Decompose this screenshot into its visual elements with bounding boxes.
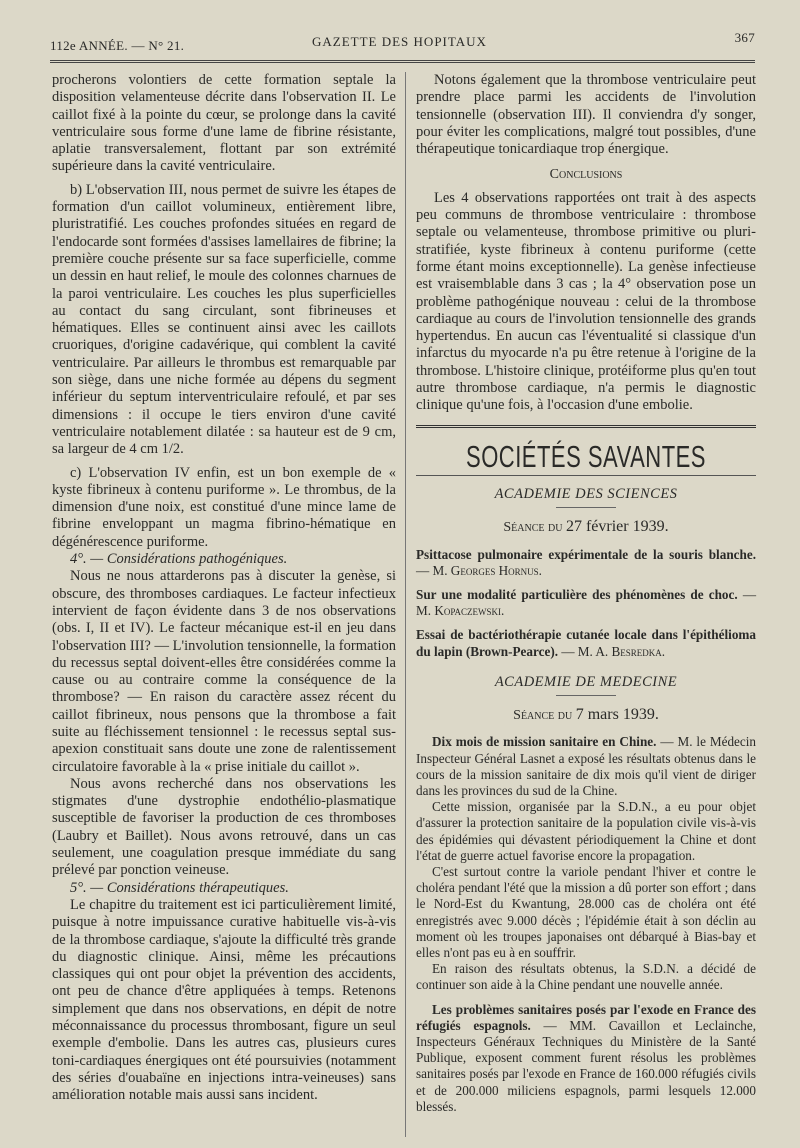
paragraph: Le chapitre du traitement est ici particulièrement limité, puisque à notre impuissance curative habituelle vis-à-vis de la thrombose cardiaque, s'ajoute la difficulté très grande du diagnostic clinique. Ainsi, même les précautions classiques qui ont pour objet la prévention des accidents, ont peu de chance d'être appliquées à temps. Retenons simplement que dans nos observations, en dépit de notre méconnaissance du processus thrombosant, figure un seul exemple d'embolie. Dans les autres cas, plusieurs cures toni-cardiaques énergiques ont été poursuivies (notamment des séries d'ouabaïne en injections intra-veineuses) sans amélioration notable mais aussi sans incident.: [52, 896, 396, 1104]
entry: [416, 734, 756, 799]
paragraph: En raison des résultats obtenus, la S.D.N. a décidé de continuer son aide à la Chine pendant une nouvelle année.: [416, 961, 756, 993]
entry-title: Dix mois de mission sanitaire en Chine.: [432, 734, 657, 750]
seance-date-value: 27 février 1939.: [565, 518, 669, 536]
section-rule: [416, 475, 756, 476]
entry-text: — M. le Médecin Inspecteur Général Lasnet a exposé les résultats obtenus dans le cours de la mission sanitaire de dix mois qu'il vient de diriger dans les provinces du sud de la Chine.: [416, 734, 757, 798]
paragraph: C'est surtout contre la variole pendant l'hiver et contre le choléra pendant l'été que la mission a dû porter son effort ; dans le Nord-Est du Kwantung, 28.000 cas de choléra ont été enregistrés avec 9.000 décès ; l'épidémie était à son déclin au moment où les troupes japonaises ont débarqué à Bias-bay et elles n'ont pas eu à en souffrir.: [416, 863, 756, 960]
paragraph: procherons volontiers de cette formation septale la disposition velamenteuse décrite dans l'observation II. Le caillot fixé à la pointe du cœur, se prolonge dans la cavité ventriculaire sous forme d'une lame de fibrine résistante, aplatie transversalement, flottant par son extrémité supérieure dans la cavité ventriculaire.: [52, 72, 396, 175]
paragraph: Les 4 observations rapportées ont trait à des aspects peu communs de thrombose ventriculaire : thrombose septale ou velamenteuse, thrombose primitive ou pluri-stratifiée, kyste fibrineux à contenu puriforme (cette forme étant moins exceptionnelle). La genèse infectieuse est vraisemblable dans 3 cas ; la 4° observation pose un problème pathogénique nouveau : celui de la thrombose cardiaque au cours de l'involution tensionnelle des grands hypertendus. En aucun cas l'éventualité si classique d'un infarctus du myocarde n'a pu être retenue à l'origine de la thrombose. L'histoire clinique, protéiforme plus qu'en tout autre thrombose cardiaque, n'a permis le diagnostic clinique qu'une fois, à l'occasion d'une embolie.: [416, 189, 756, 414]
entry: [416, 587, 756, 619]
academie-sciences-heading: ACADEMIE DES SCIENCES: [494, 485, 678, 502]
paragraph: b) L'observation III, nous permet de suivre les étapes de formation d'un caillot volumineux, entièrement libre, pluristratifié. Les couches profondes situées en regard de l'endocarde sont formées d'assises lamellaires de fibrine; la première couche présente sur sa face superficielle, comme un dessin en haut relief, le moule des colonnes charnues de la paroi ventriculaire. Les couches les plus superficielles au contact du sang circulant, sont fibrineuses et hématiques. Elles se continuent ainsi avec les caillots cruoriques, d'origine cadavérique, qui comblent la cavité ventriculaire. Par ailleurs le thrombus est remarquable par son siège, dans une niche formée au dépens du segment inférieur du septum interventriculaire refoulé, et par ses dimensions : il occupe le tiers environ d'une cavité ventriculaire notablement dilatée : sa hauteur est de 9 cm, sa largeur de 4 cm 1/2.: [52, 181, 396, 458]
page-header: [50, 30, 755, 60]
seance-date-value: 7 mars 1939.: [575, 706, 659, 724]
section-heading: 4°. — Considérations pathogéniques.: [70, 551, 288, 568]
entry-title: Essai de bactériothérapie cutanée locale dans l'épithélioma du lapin (Brown-Pearce).: [416, 627, 756, 659]
paragraph: Cette mission, organisée par la S.D.N., a eu pour objet d'assurer la protection sanitaire de la population civile vis-à-vis des épidémies qui dévastent périodiquement la Chine et dont l'état de guerre actuel favorise encore la propagation.: [416, 799, 756, 863]
seance-prefix: Séance du: [503, 520, 563, 536]
entry-author: — M. Georges Hornus.: [416, 562, 542, 578]
entry-title: Sur une modalité particulière des phénomènes de choc.: [416, 586, 738, 602]
paragraph: Nous ne nous attarderons pas à discuter la genèse, si obscure, des thromboses cardiaques. Le facteur infectieux intervient de façon évidente dans 3 de nos observations (obs. I, II et IV). Le facteur mécanique est-il en jeu dans l'observation III? — L'involution tensionnelle, la formation du recessus septal doivent-elles être considérées comme la cause ou au contraire comme la conséquence de la thrombose? — En raison du caractère assez récent du caillot fibrineux, nous pensons que la thrombose a fait suite au fléchissement tensionnel : le recessus septal sus-apexion constituait sans doute une zone de ralentissement circulatoire favorable à la « prise initiale du caillot ».: [52, 568, 396, 775]
column-divider: [405, 72, 406, 1137]
entry: [416, 1002, 756, 1115]
entry-author: — M. Kopaczewski.: [416, 586, 757, 619]
short-rule: [556, 695, 616, 696]
paragraph: c) L'observation IV enfin, est un bon exemple de « kyste fibrineux à contenu puriforme ». Le thrombus, de la dimension d'une noix, est constitué d'une mince lame de fibrine enveloppant un magma fibrino-hématique en dégénérescence puriforme.: [52, 464, 396, 550]
entry-title: Psittacose pulmonaire expérimentale de la souris blanche.: [416, 546, 756, 562]
short-rule: [556, 507, 616, 508]
seance-date: [416, 518, 756, 536]
entry: [416, 547, 756, 579]
left-column: [52, 72, 396, 1105]
section-heading: 5°. — Considérations thérapeutiques.: [70, 879, 289, 896]
paragraph: Nous avons recherché dans nos observations les stigmates d'une dystrophie endothélio-plasmatique susceptible de favoriser la production de ces thromboses (Laubry et Baillet). Nous avons retrouvé, dans un cas seulement, une coagulation presque immédiate du sang prélevé par ponction veineuse.: [52, 775, 396, 879]
issue-number: 112e ANNÉE. — N° 21.: [50, 38, 185, 53]
entry: [416, 627, 756, 659]
seance-date: [416, 706, 756, 724]
section-rule: [416, 425, 756, 432]
entry-text: — MM. Cavaillon et Leclainche, Inspecteurs Généraux Techniques du Ministère de la Santé Publique, exposent comment furent résolus les problèmes sanitaires posés par l'exode en France de 160.000 réfugiés civils et de 200.000 miliciens espagnols, parmi lesquels 12.000 blessés.: [416, 1017, 756, 1114]
header-rule: [50, 60, 755, 63]
entry-author: — M. A. Besredka.: [561, 643, 666, 659]
societes-savantes-title: SOCIÉTÉS SAVANTES: [466, 438, 706, 474]
page-number: 367: [734, 30, 755, 45]
seance-prefix: Séance du: [513, 708, 573, 724]
right-column: [416, 72, 756, 1123]
conclusions-heading: Conclusions: [549, 167, 623, 183]
paragraph: Notons également que la thrombose ventriculaire peut prendre place parmi les accidents de l'involution tensionnelle (observation III). Il conviendra d'y songer, pour éviter les complications, malgré tout possibles, d'une thérapeutique tonicardiaque trop énergique.: [416, 72, 756, 158]
journal-title: GAZETTE DES HOPITAUX: [312, 34, 487, 49]
academie-medecine-heading: ACADEMIE DE MEDECINE: [494, 673, 678, 690]
entry-title: Les problèmes sanitaires posés par l'exode en France des réfugiés espagnols.: [416, 1001, 756, 1033]
